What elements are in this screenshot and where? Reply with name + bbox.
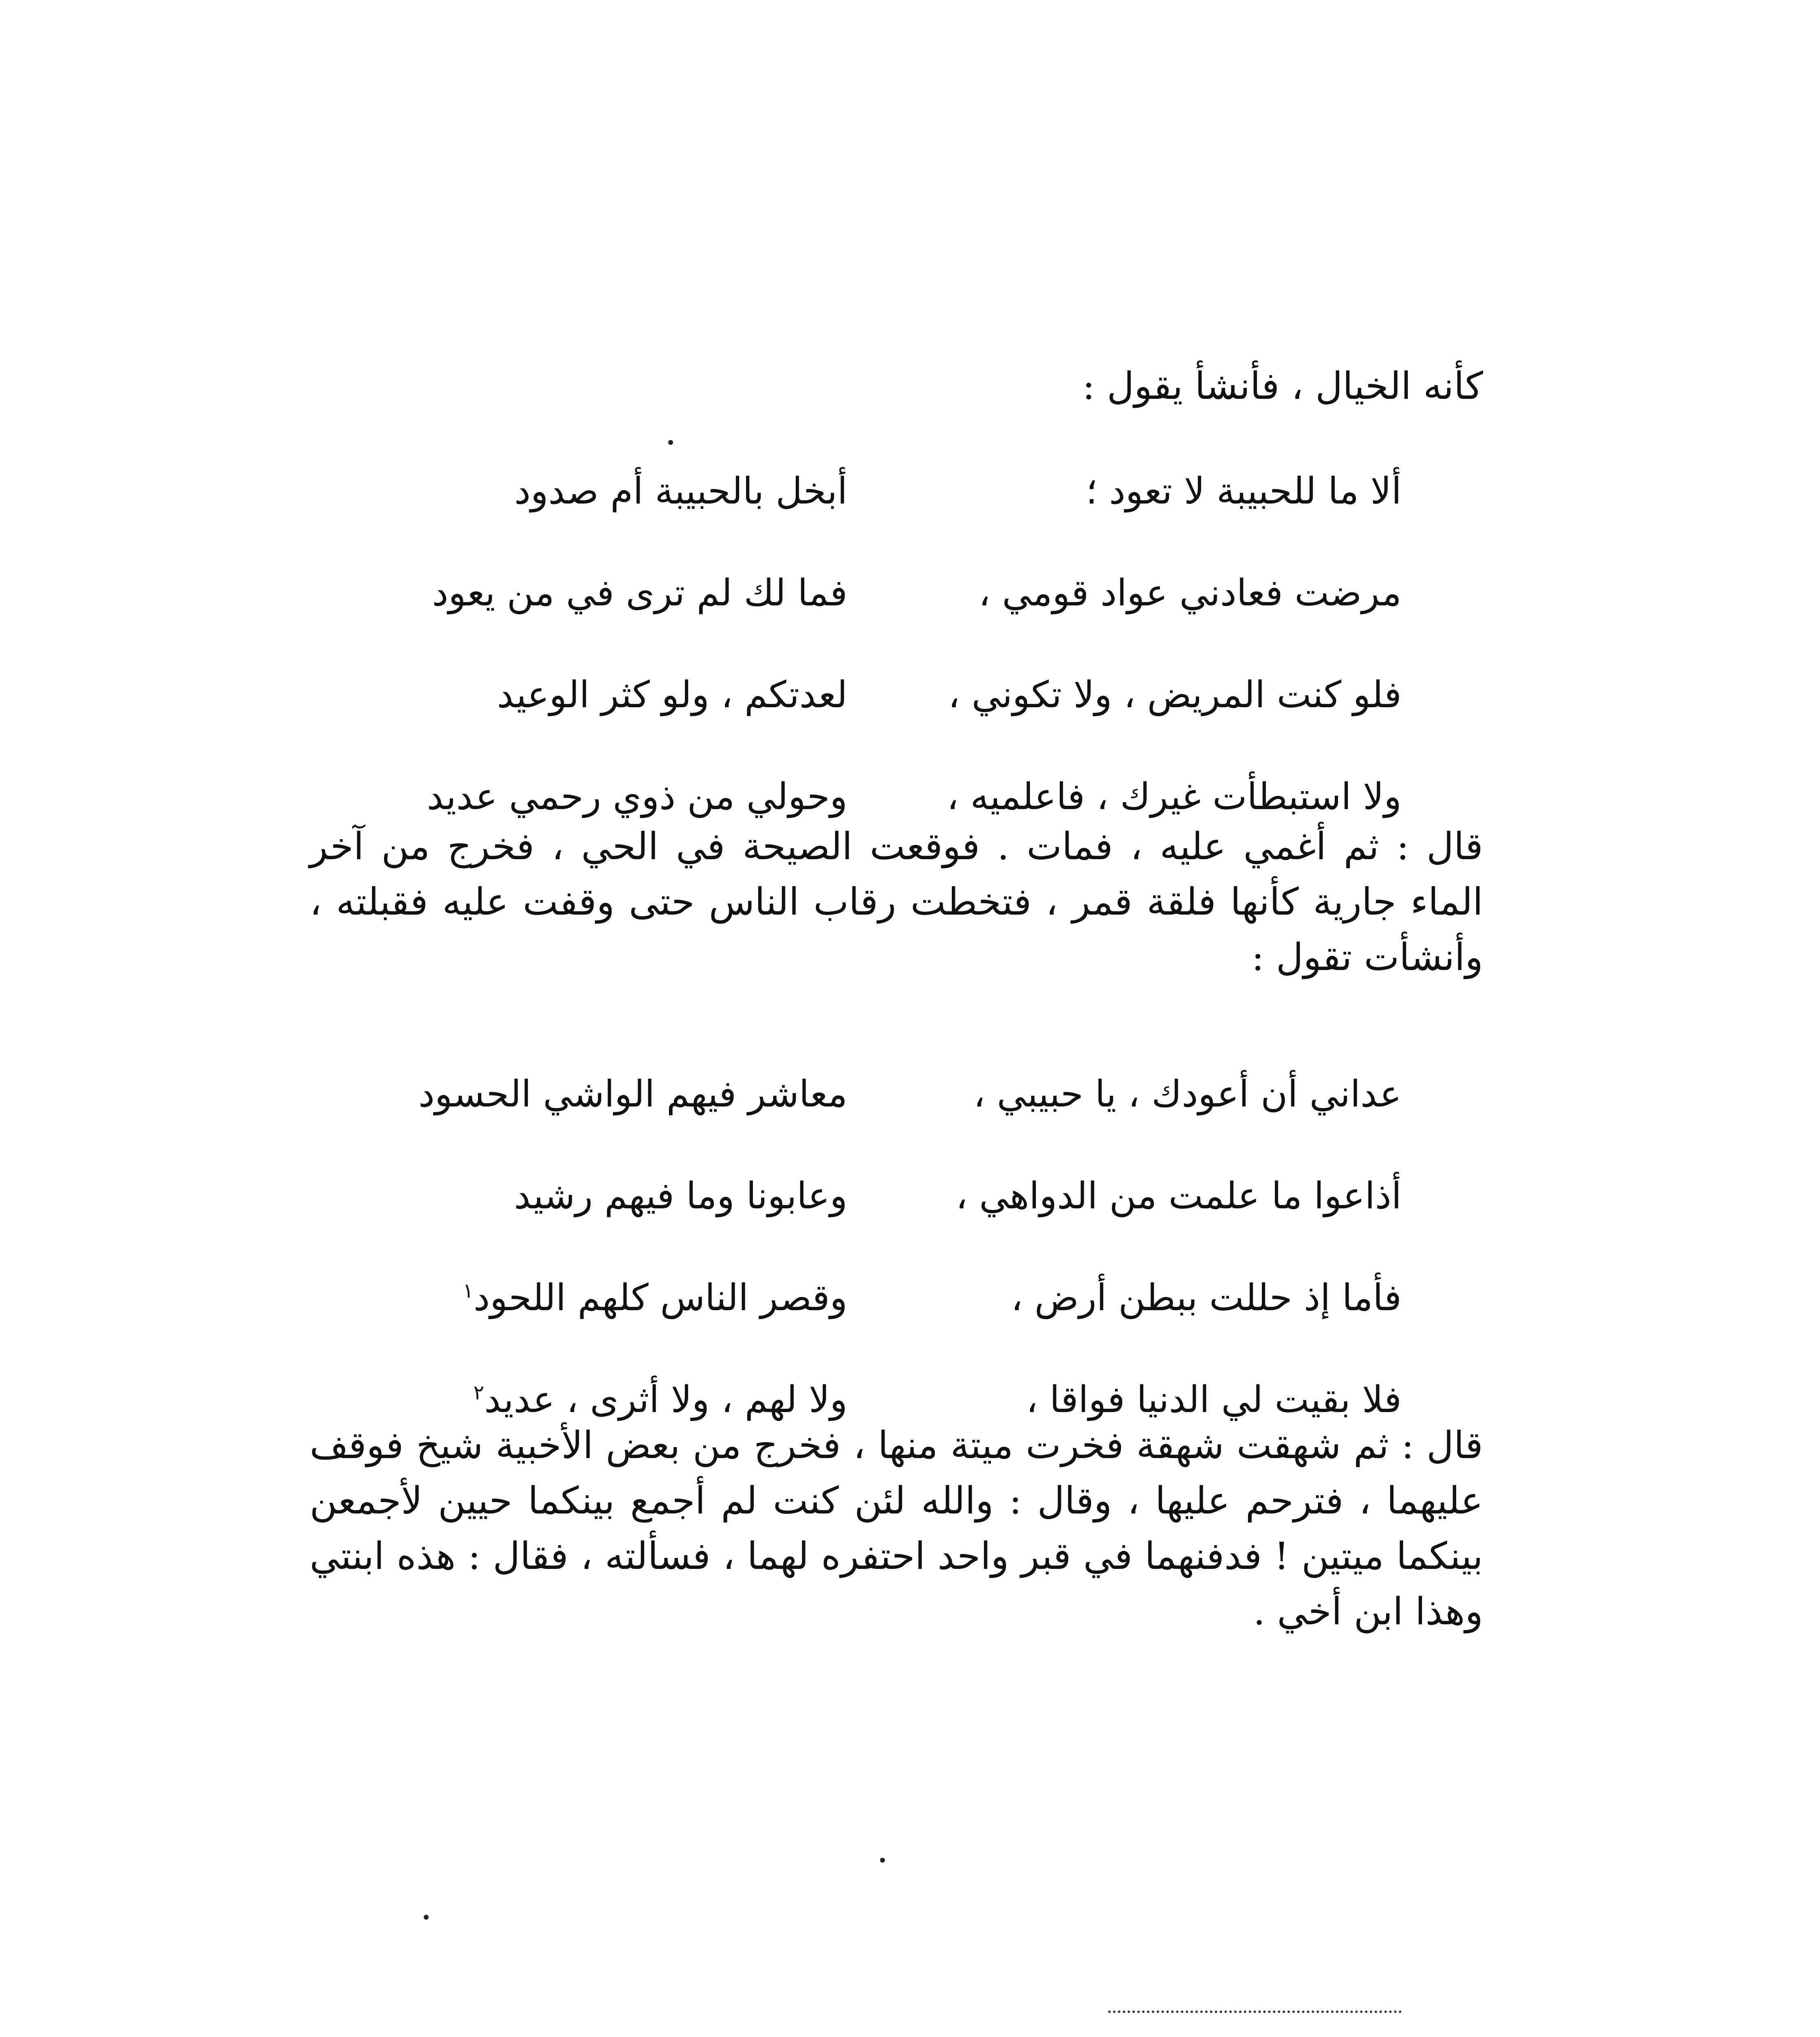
- verse-first-half: ولا استبطأت غيرك ، فاعلميه ،: [946, 775, 1402, 818]
- verse-second-half: فما لك لم ترى في من يعود: [432, 571, 847, 614]
- poem-verse: [367, 542, 1402, 644]
- verse-text: ولا لهم ، ولا أثرى ، عديد: [484, 1378, 847, 1421]
- poem-verse: [367, 440, 1402, 542]
- verse-second-half: [367, 1276, 847, 1319]
- print-speck: [424, 1915, 429, 1920]
- verse-text: وقصر الناس كلهم اللحود: [473, 1276, 847, 1319]
- intro-line: كأنه الخيال ، فأنشأ يقول :: [1082, 364, 1483, 408]
- verse-first-half: عداني أن أعودك ، يا حبيبي ،: [973, 1072, 1402, 1115]
- verse-second-half: معاشر فيهم الواشي الحسود: [418, 1072, 847, 1115]
- poem-verse: [367, 1043, 1402, 1145]
- narrative-paragraph-two: قال : ثم شهقت شهقة فخرت ميتة منها ، فخرج من بعض الأخبية شيخ فوقف عليهما ، فترحم عليها ، وقال : والله لئن كنت لم أجمع بينكما حيين لأجمعن بينكما ميتين ! فدفنهما في قبر واحد احتفره لهما ، فسألته ، فقال : هذه ابنتي وهذا ابن أخي .: [310, 1423, 1483, 1633]
- verse-first-half: أذاعوا ما علمت من الدواهي ،: [955, 1174, 1402, 1217]
- print-speck: [668, 440, 673, 445]
- poem-verse: [367, 1247, 1402, 1348]
- poem-one: [367, 440, 1402, 847]
- narrative-paragraph-one: قال : ثم أغمي عليه ، فمات . فوقعت الصيحة في الحي ، فخرج من آخر الماء جارية كأنها فلقة قمر ، فتخطت رقاب الناس حتى وقفت عليه فقبلته ، وأنشأت تقول :: [310, 825, 1483, 979]
- poem-two: [367, 1043, 1402, 1450]
- print-speck: [880, 1858, 885, 1863]
- footnote-marker: ٢: [473, 1380, 484, 1404]
- verse-second-half: أبخل بالحبيبة أم صدود: [514, 469, 847, 513]
- poem-verse: [367, 644, 1402, 746]
- verse-first-half: فلا بقيت لي الدنيا فواقا ،: [1026, 1378, 1402, 1421]
- verse-first-half: فأما إذ حللت ببطن أرض ،: [1011, 1276, 1402, 1319]
- verse-second-half: لعدتكم ، ولو كثر الوعيد: [497, 673, 847, 716]
- verse-first-half: ألا ما للحبيبة لا تعود ؛: [1085, 469, 1402, 513]
- poem-verse: [367, 1145, 1402, 1247]
- verse-second-half: وحولي من ذوي رحمي عديد: [427, 775, 847, 818]
- footnote-separator: [1108, 2011, 1402, 2013]
- verse-second-half: [367, 1378, 847, 1421]
- verse-first-half: فلو كنت المريض ، ولا تكوني ،: [948, 673, 1402, 716]
- footnote-marker: ١: [462, 1278, 474, 1302]
- verse-first-half: مرضت فعادني عواد قومي ،: [978, 571, 1402, 614]
- verse-second-half: وعابونا وما فيهم رشيد: [514, 1174, 847, 1217]
